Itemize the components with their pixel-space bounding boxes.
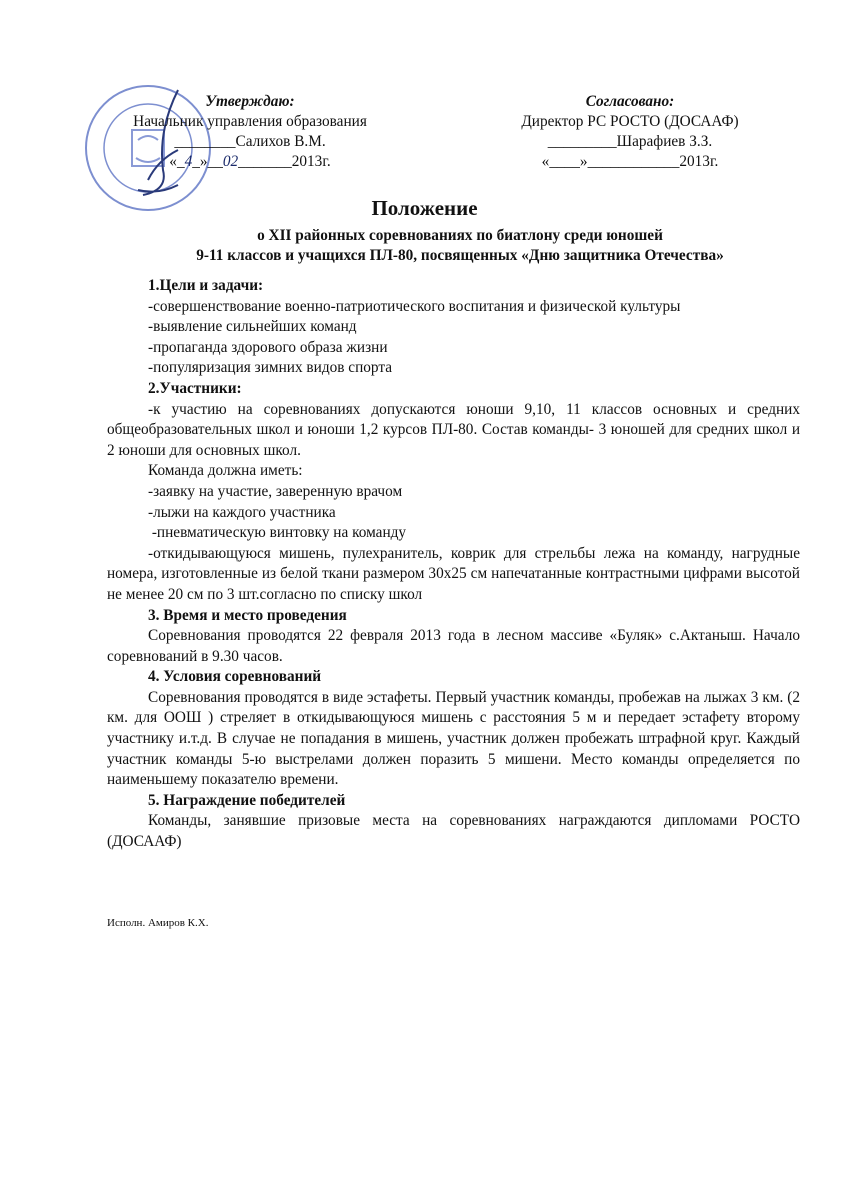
paragraph: Команды, занявшие призовые места на соревнованиях награждаются дипломами РОСТО (ДОСААФ) <box>107 812 800 851</box>
approval-block-left <box>110 92 390 172</box>
section-heading: 4. Условия соревнований <box>148 668 322 686</box>
list-item: -выявление сильнейших команд <box>148 318 357 336</box>
list-item: -лыжи на каждого участника <box>148 503 336 521</box>
agreer-name: _________Шарафиев З.З. <box>547 133 713 150</box>
document-subtitle <box>110 226 810 266</box>
agreer-position: Директор РС РОСТО (ДОСААФ) <box>521 113 739 130</box>
subtitle-line: 9-11 классов и учащихся ПЛ-80, посвященных «Дню защитника Отечества» <box>196 247 724 264</box>
document-body <box>107 276 800 853</box>
approval-heading: Утверждаю: <box>205 93 295 110</box>
approver-position: Начальник управления образования <box>133 113 367 130</box>
executor-note: Исполн. Амиров К.Х. <box>107 917 209 929</box>
agreement-date: «____»____________2013г. <box>541 153 719 170</box>
date-month: 02 <box>222 153 239 170</box>
approver-name: ________Салихов В.М. <box>174 133 326 150</box>
section-heading: 1.Цели и задачи: <box>148 277 264 294</box>
section-heading: 2.Участники: <box>148 379 242 397</box>
date-quote: « <box>169 153 177 170</box>
subtitle-line: о XII районных соревнованиях по биатлону среди юношей <box>257 227 663 244</box>
document-title: Положение <box>371 196 478 220</box>
paragraph: -к участию на соревнованиях допускаются юноши 9,10, 11 классов основных и средних общеобразовательных школ и юноши 1,2 курсов ПЛ-80. Состав команды- 3 юношей для средних школ и 2 юноши для основных школ. <box>107 400 800 459</box>
date-day: 4 <box>184 153 193 170</box>
list-item: -совершенствование военно-патриотического воспитания и физической культуры <box>148 297 681 315</box>
approval-block-right <box>495 92 765 172</box>
paragraph: Соревнования проводятся 22 февраля 2013 года в лесном массиве «Буляк» с.Актаныш. Начало соревнований в 9.30 часов. <box>107 627 800 665</box>
list-item: -пропаганда здорового образа жизни <box>148 338 388 356</box>
paragraph: -откидывающуюся мишень, пулехранитель, коврик для стрельбы лежа на команду, нагрудные номера, изготовленные из белой ткани размером 30х25 см напечатанные контрастными цифрами высотой не менее 20 см по 3 шт.согласно по списку школ <box>107 544 800 603</box>
paragraph: Команда должна иметь: <box>148 462 303 480</box>
list-item: -популяризация зимних видов спорта <box>148 359 393 377</box>
section-heading: 3. Время и место проведения <box>148 606 347 624</box>
agreement-heading: Согласовано: <box>585 93 675 110</box>
approver-name-text: Салихов В.М. <box>235 133 326 150</box>
paragraph: Соревнования проводятся в виде эстафеты. Первый участник команды, пробежав на лыжах 3 км. (2 км. для ООШ ) стреляет в откидывающуюся мишень с расстояния 5 м и передает эстафету второму участнику и.т.д. В случае не попадания в мишень, участник должен пробежать штрафной круг. Каждый участник команды 5-ю выстрелами должен поразить 5 мишени. Место команды определяется по наименьшему показателю времени. <box>107 688 800 789</box>
date-year: 2013г. <box>291 153 331 170</box>
section-heading: 5. Награждение победителей <box>148 791 346 809</box>
date-quote: » <box>199 153 208 170</box>
approval-date: «_4_»__02_______2013г. <box>169 153 331 170</box>
list-item: -пневматическую винтовку на команду <box>148 524 407 542</box>
list-item: -заявку на участие, заверенную врачом <box>148 482 403 500</box>
